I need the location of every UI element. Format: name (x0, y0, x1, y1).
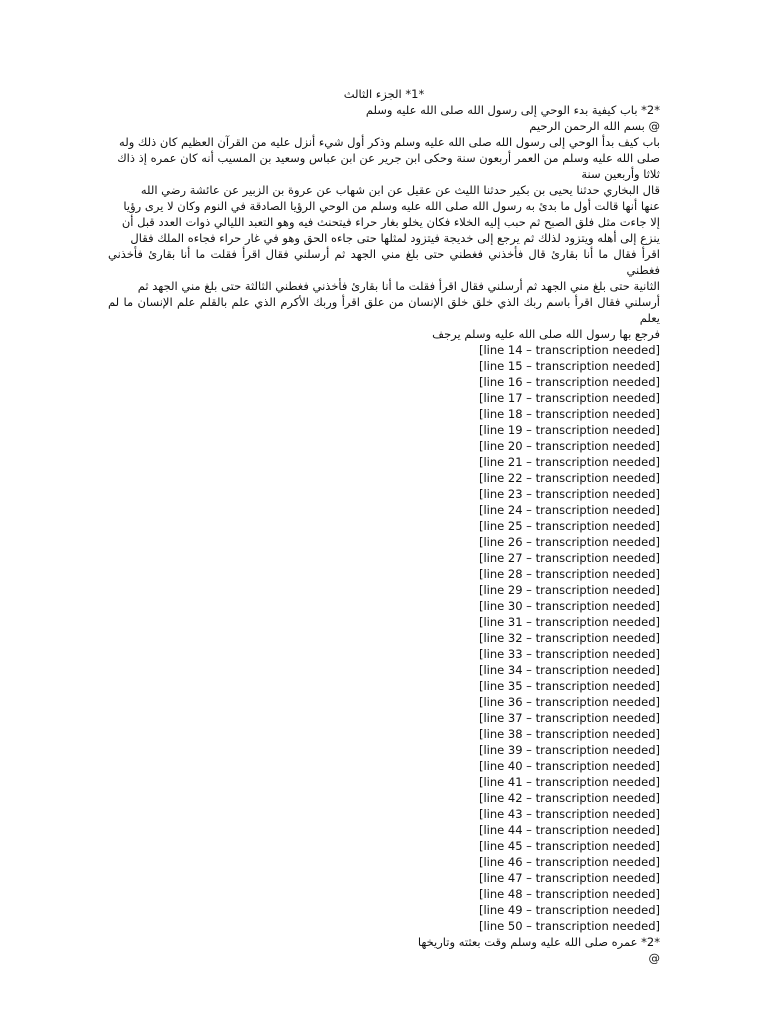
text-line: [line 25 – transcription needed] (478, 519, 660, 533)
text-line: [line 49 – transcription needed] (478, 903, 660, 917)
text-line: [line 43 – transcription needed] (478, 807, 660, 821)
text-line: [line 23 – transcription needed] (478, 487, 660, 501)
text-line: قال البخاري حدثنا يحيى بن بكير حدثنا الليث عن عقيل عن ابن شهاب عن عروة بن الزبير عن عائشة رضي الله (140, 183, 660, 197)
text-line: [line 40 – transcription needed] (478, 759, 660, 773)
text-line: [line 21 – transcription needed] (478, 455, 660, 469)
text-line: [line 45 – transcription needed] (478, 839, 660, 853)
text-line: فرجع بها رسول الله صلى الله عليه وسلم يرجف (432, 327, 660, 341)
text-line: [line 20 – transcription needed] (478, 439, 660, 453)
text-line: [line 27 – transcription needed] (478, 551, 660, 565)
text-line: [line 37 – transcription needed] (478, 711, 660, 725)
text-line: [line 36 – transcription needed] (478, 695, 660, 709)
text-line: [line 29 – transcription needed] (478, 583, 660, 597)
text-line: ثلاثا وأربعين سنة (581, 167, 660, 181)
text-line: [line 39 – transcription needed] (478, 743, 660, 757)
text-line: [line 46 – transcription needed] (478, 855, 660, 869)
text-line: [line 38 – transcription needed] (478, 727, 660, 741)
text-line: اقرأ فقال ما أنا بقارئ قال فأخذني فغطني حتى بلغ مني الجهد ثم أرسلني فقال اقرأ فقلت ما أنا بقارئ فأخذني فغطني (108, 247, 660, 277)
text-line: صلى الله عليه وسلم من العمر أربعون سنة وحكى ابن جرير عن ابن عباس وسعيد بن المسيب أنه كان عمره إذ ذاك (117, 151, 660, 165)
text-line: @ (648, 951, 660, 965)
text-line: @ بسم الله الرحمن الرحيم (529, 119, 660, 133)
text-line: عنها أنها قالت أول ما بدئ به رسول الله صلى الله عليه وسلم من الوحي الرؤيا الصادقة في النوم وكان لا يرى رؤيا (123, 199, 660, 213)
text-line: [line 22 – transcription needed] (478, 471, 660, 485)
text-line: ينزع إلى أهله ويتزود لذلك ثم يرجع إلى خديجة فيتزود لمثلها حتى جاءه الحق وهو في غار حراء فجاءه الملك فقال (130, 231, 660, 245)
text-line: [line 24 – transcription needed] (478, 503, 660, 517)
text-line: أرسلني فقال اقرأ باسم ربك الذي خلق خلق الإنسان من علق اقرأ وربك الأكرم الذي علم بالقلم علم الإنسان ما لم يعلم (108, 295, 660, 325)
text-line: إلا جاءت مثل فلق الصبح ثم حبب إليه الخلاء فكان يخلو بغار حراء فيتحنث فيه وهو التعبد الليالي ذوات العدد قبل أن (121, 215, 660, 229)
text-line: [line 14 – transcription needed] (478, 343, 660, 357)
text-line: [line 34 – transcription needed] (478, 663, 660, 677)
text-line: [line 32 – transcription needed] (478, 631, 660, 645)
text-line: [line 48 – transcription needed] (478, 887, 660, 901)
text-line: [line 17 – transcription needed] (478, 391, 660, 405)
text-line: [line 42 – transcription needed] (478, 791, 660, 805)
text-line: [line 26 – transcription needed] (478, 535, 660, 549)
text-line: *2* باب كيفية بدء الوحي إلى رسول الله صلى الله عليه وسلم (365, 103, 660, 117)
text-line: [line 19 – transcription needed] (478, 423, 660, 437)
text-line: [line 31 – transcription needed] (478, 615, 660, 629)
page-title: *1* الجزء الثالث (343, 87, 425, 101)
text-line: [line 44 – transcription needed] (478, 823, 660, 837)
text-line: [line 16 – transcription needed] (478, 375, 660, 389)
text-line: *2* عمره صلى الله عليه وسلم وقت بعثته وتاريخها (417, 935, 660, 949)
text-line: [line 18 – transcription needed] (478, 407, 660, 421)
text-line: [line 28 – transcription needed] (478, 567, 660, 581)
text-line: [line 33 – transcription needed] (478, 647, 660, 661)
text-line: [line 47 – transcription needed] (478, 871, 660, 885)
text-line: [line 15 – transcription needed] (478, 359, 660, 373)
text-line: باب كيف بدأ الوحي إلى رسول الله صلى الله عليه وسلم وذكر أول شيء أنزل عليه من القرآن العظيم كان ذلك وله (119, 135, 660, 149)
text-line: [line 35 – transcription needed] (478, 679, 660, 693)
text-line: الثانية حتى بلغ مني الجهد ثم أرسلني فقال اقرأ فقلت ما أنا بقارئ فأخذني فغطني الثالثة حتى بلغ مني الجهد ثم (137, 279, 660, 293)
text-line: [line 41 – transcription needed] (478, 775, 660, 789)
text-line: [line 30 – transcription needed] (478, 599, 660, 613)
text-line: [line 50 – transcription needed] (478, 919, 660, 933)
document-body (108, 102, 660, 966)
